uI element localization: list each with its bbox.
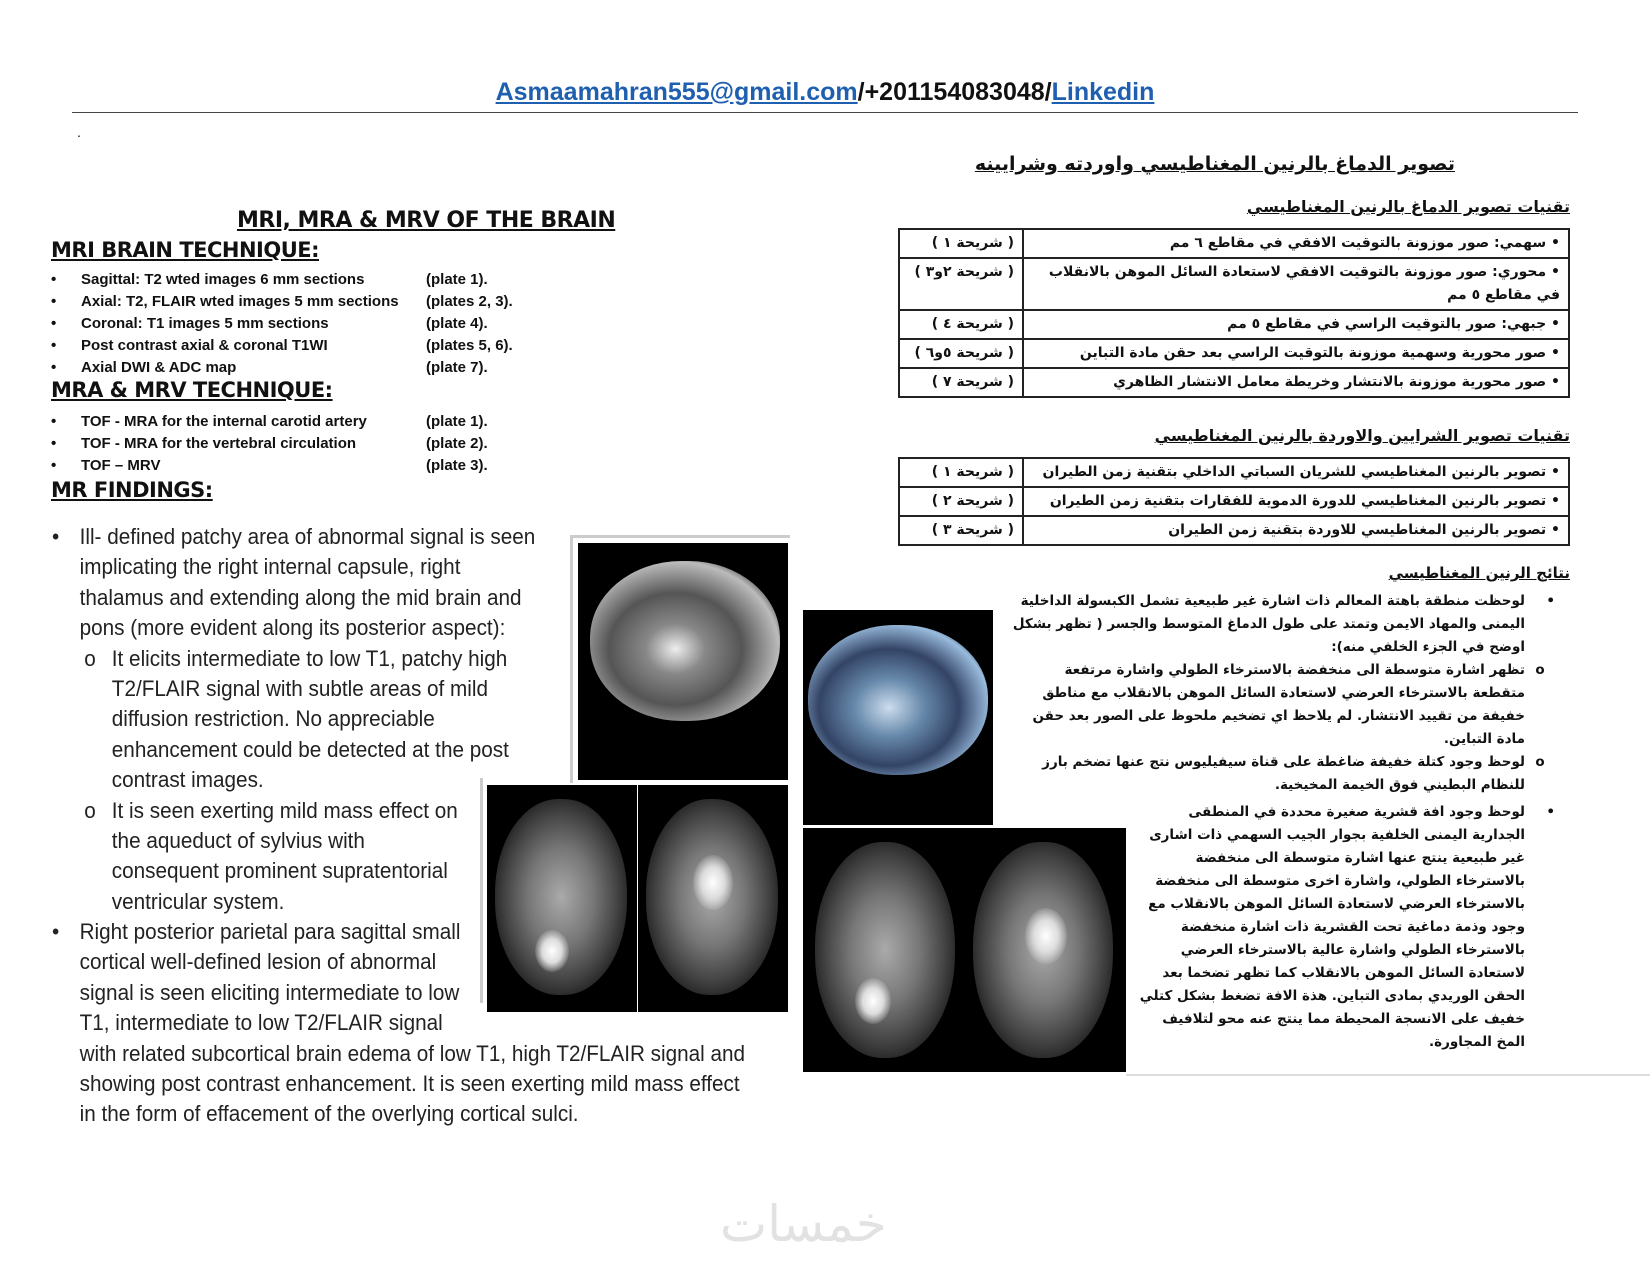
text-line: o It is seen exerting mild mass effect on	[84, 796, 745, 826]
technique-cell: • صور محورية وسهمية موزونة بالتوقيت الراسي بعد حقن مادة التباين	[1023, 339, 1569, 368]
plate-cell: ( شريحة ٤ )	[899, 310, 1023, 339]
list-item: • Axial: T2, FLAIR wted images 5 mm sections (plates 2, 3).	[51, 292, 513, 310]
text-line: T2/FLAIR signal with subtle areas of mild	[111, 675, 489, 701]
text-line: o It elicits intermediate to low T1, patchy high	[84, 644, 745, 674]
watermark-logo: خمسات	[720, 1196, 887, 1252]
email-link[interactable]: Asmaamahran555@gmail.com	[495, 78, 858, 106]
plate-cell: ( شريحة ٢ )	[899, 487, 1023, 516]
technique-cell: • محوري: صور موزونة بالتوقيت الافقي لاستعادة السائل الموهن بالانقلاب في مقاطع ٥ مم	[1023, 258, 1569, 310]
table-row	[899, 487, 1569, 516]
text-line: showing post contrast enhancement. It is seen exerting mild mass effect	[79, 1071, 740, 1097]
technique-cell: • صور محورية موزونة بالانتشار وخريطة معامل الانتشار الظاهري	[1023, 368, 1569, 397]
bullet-marker: o	[84, 797, 96, 823]
text-line: the aqueduct of sylvius with	[111, 827, 365, 853]
axial-flair-image-2	[638, 785, 788, 1012]
plate-cell: ( شريحة ٧ )	[899, 368, 1023, 397]
list-item: • Post contrast axial & coronal T1WI (plates 5, 6).	[51, 336, 513, 354]
table-row	[899, 458, 1569, 487]
table-row	[899, 339, 1569, 368]
arabic-mri-heading: تقنيات تصوير الدماغ بالرنين المغناطيسي	[1246, 197, 1570, 216]
list-item: • TOF - MRA for the internal carotid artery (plate 1).	[51, 412, 488, 430]
table-row	[899, 368, 1569, 397]
arabic-findings-2: • لوحظ وجود افة قشرية صغيرة محددة في المنطقى الجدارية اليمنى الخلفية بجوار الجيب السهمي ذات اشارى غير طبيعية ينتج عنها اشارة متوسطة الى منخفضة بالاسترخاء الطولي، واشارة اخرى متوسطة الى منخفضة بالاسترخاء العرضي لاستعادة السائل الموهن بالانقلاب مع وجود وذمة دماغية تحت القشرية ذات اشارة منخفضة بالاسترخاء الطولي واشارة عالية بالاسترخاء العرضي لاستعادة السائل الموهن بالانقلاب كما تظهر تضخما بعد الحقن الوريدي بمادى التباين. هذة الافة تضغط بشكل كتلي خفيف على الانسجة المحيطة مما ينتج عنه محو لتلافيف المخ المجاورة.	[1139, 804, 1555, 1050]
list-item: • Coronal: T1 images 5 mm sections (plate 4).	[51, 314, 488, 332]
arabic-mri-table	[898, 228, 1570, 398]
list-item: • Sagittal: T2 wted images 6 mm sections (plate 1).	[51, 270, 488, 288]
table-row	[899, 258, 1569, 310]
contact-line	[0, 78, 1650, 107]
bullet-marker: •	[52, 919, 60, 945]
plate-cell: ( شريحة ٣ )	[899, 516, 1023, 545]
text-line: implicating the right internal capsule, right	[79, 554, 461, 580]
mri-technique-list	[51, 268, 513, 378]
text-line: diffusion restriction. No appreciable	[111, 706, 435, 732]
arabic-title: تصوير الدماغ بالرنين المغناطيسي واوردته وشرايينه	[974, 153, 1455, 175]
text-line: in the form of effacement of the overlying cortical sulci.	[79, 1101, 579, 1127]
arabic-mra-heading: تقنيات تصوير الشرايين والاوردة بالرنين المغناطيسي	[1154, 426, 1570, 445]
divider-line	[1126, 1074, 1650, 1076]
header-divider	[72, 112, 1578, 113]
text-line: • Right posterior parietal para sagittal small	[52, 917, 745, 947]
text-line: pons (more evident along its posterior aspect):	[79, 615, 506, 641]
table-row	[899, 229, 1569, 258]
list-item: • Axial DWI & ADC map (plate 7).	[51, 358, 488, 376]
arabic-findings-1: • لوحظت منطقة باهتة المعالم ذات اشارة غير طبيعية تشمل الكبسولة الداخلية اليمنى والمهاد الايمن وتمتد على طول الدماغ المتوسط والجسر ( تظهر بشكل اوضح في الجزء الخلفي منه): o تظهر اشارة متوسطة الى منخفضة بالاسترخاء الطولي واشارة مرتفعة متقطعة بالاسترخاء العرضي لاستعادة السائل الموهن بالانقلاب مع مناطق خفيفة من تقييد الانتشار. لم يلاحظ اي تضخيم ملحوظ على الصور بعد حقن مادة التباين. o لوحظ وجود كتلة خفيفة ضاغطة على قناة سيفيليوس نتج عنها تضخم بارز للنظام البطيني فوق الخيمة المخيخية.	[1012, 593, 1555, 793]
mri-technique-heading: MRI BRAIN TECHNIQUE:	[51, 238, 320, 262]
phone-text: /+201154083048/	[857, 78, 1052, 106]
mra-technique-heading: MRA & MRV TECHNIQUE:	[51, 378, 333, 402]
text-line: with related subcortical brain edema of low T1, high T2/FLAIR signal and	[79, 1040, 746, 1066]
arabic-column	[898, 153, 1570, 1054]
text-line: • Ill- defined patchy area of abnormal signal is seen	[52, 522, 745, 552]
technique-cell: • سهمي: صور موزونة بالتوقيت الافقي في مقاطع ٦ مم	[1023, 229, 1569, 258]
findings-heading: MR FINDINGS:	[51, 478, 213, 502]
axial-flair-image-1	[487, 785, 637, 1012]
text-line: T1, intermediate to low T2/FLAIR signal	[79, 1010, 443, 1036]
text-line: cortical well-defined lesion of abnormal	[79, 949, 437, 975]
technique-cell: • تصوير بالرنين المغناطيسي للدورة الدموية للفقارات بتقنية زمن الطيران	[1023, 487, 1569, 516]
linkedin-link[interactable]: Linkedin	[1051, 78, 1155, 106]
bullet-marker: •	[52, 524, 60, 549]
table-row	[899, 310, 1569, 339]
sagittal-t2-image	[578, 543, 788, 780]
technique-cell: • تصوير بالرنين المغناطيسي للشريان السباتي الداخلي بتقنية زمن الطيران	[1023, 458, 1569, 487]
text-line: thalamus and extending along the mid brain and	[79, 584, 522, 610]
plate-cell: ( شريحة ١ )	[899, 458, 1023, 487]
list-item: • TOF – MRV (plate 3).	[51, 456, 488, 474]
english-title: MRI, MRA & MRV OF THE BRAIN	[237, 208, 616, 233]
text-line: contrast images.	[111, 767, 264, 793]
list-item: • TOF - MRA for the vertebral circulation (plate 2).	[51, 434, 488, 452]
text-line: consequent prominent supratentorial	[111, 858, 448, 884]
mra-technique-list	[51, 410, 488, 476]
stray-dot: .	[77, 124, 81, 140]
text-line: signal is seen eliciting intermediate to low	[79, 979, 460, 1005]
bullet-marker: o	[84, 645, 96, 671]
technique-cell: • تصوير بالرنين المغناطيسي للاوردة بتقنية زمن الطيران	[1023, 516, 1569, 545]
table-row	[899, 516, 1569, 545]
arabic-findings-heading: نتائج الرنين المغناطيسي	[1388, 564, 1570, 582]
plate-cell: ( شريحة ٢و٣ )	[899, 258, 1023, 310]
text-line: enhancement could be detected at the post	[111, 736, 509, 762]
plate-cell: ( شريحة ١ )	[899, 229, 1023, 258]
arabic-mra-table	[898, 457, 1570, 546]
technique-cell: • جبهي: صور بالتوقيت الراسي في مقاطع ٥ مم	[1023, 310, 1569, 339]
text-line: ventricular system.	[111, 888, 285, 914]
plate-cell: ( شريحة ٥و٦ )	[899, 339, 1023, 368]
